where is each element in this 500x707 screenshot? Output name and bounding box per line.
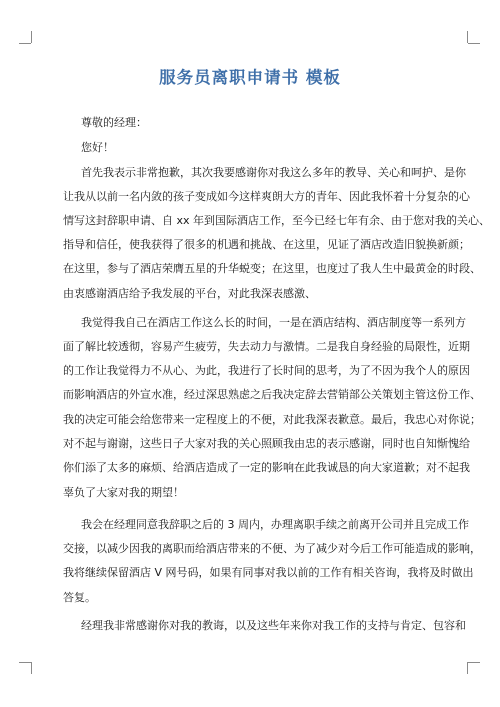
paragraph-2-line-2: 面了解比较透彻，容易产生疲劳，失去动力与激情。二是我自身经验的局限性，近期 [63,340,470,353]
paragraph-1-line-3: 情写这封辞职申请、自 xx 年到国际酒店工作，至今已经七年有余、由于您对我的关心、 [63,214,491,227]
paragraph-1-line-5: 在这里，参与了酒店荣膺五星的升华蜕变；在这里，也度过了我人生中最黄金的时段、 [63,262,481,275]
paragraph-2-line-1: 我觉得我自己在酒店工作这么长的时间，一是在酒店结构、酒店制度等一系列方 [81,316,466,329]
paragraph-1-line-4: 指导和信任，使我获得了很多的机遇和挑战、在这里，见证了酒店改造旧貌换新颜； [63,238,470,251]
paragraph-1-line-1: 首先我表示非常抱歉，其次我要感谢你对我这么多年的教导、关心和呵护、是你 [81,166,466,179]
greeting: 您好！ [81,141,114,154]
paragraph-3-line-3: 我将继续保留酒店 V 网号码，如果有同事对我以前的工作有相关咨询，我将及时做出 [63,566,474,579]
paragraph-4-line-1: 经理我非常感谢你对我的教诲，以及这些年来你对我工作的支持与肯定、包容和 [81,619,466,632]
paragraph-3-line-1: 我会在经理同意我辞职之后的 3 周内，办理离职手续之前离开公司并且完成工作 [81,518,469,531]
salutation: 尊敬的经理： [81,116,147,129]
paragraph-2-line-6: 对不起与谢谢，这些日子大家对我的关心照顾我由忠的表示感谢，同时也自知惭愧给 [63,437,470,450]
paragraph-2-line-8: 辜负了大家对我的期望！ [63,486,184,499]
paragraph-1-line-6: 由衷感谢酒店给予我发展的平台，对此我深表感激、 [63,287,316,300]
paragraph-1-line-2: 让我从以前一名内敛的孩子变成如今这样爽朗大方的青年、因此我怀着十分复杂的心 [63,190,470,203]
paragraph-2-line-4: 而影响酒店的外宣水准，经过深思熟虑之后我决定辞去营销部公关策划主管这份工作、 [63,388,481,401]
paragraph-2-line-7: 你们添了太多的麻烦、给酒店造成了一定的影响在此我诚恳的向大家道歉；对不起我 [63,461,470,474]
paragraph-3-line-4: 答复。 [63,591,96,604]
paragraph-2-line-3: 的工作让我觉得力不从心、为此，我进行了长时间的思考，为了不因为我个人的原因 [63,364,470,377]
document-title: 服务员离职申请书 模板 [159,68,341,87]
paragraph-2-line-5: 我的决定可能会给您带来一定程度上的不便，对此我深表歉意。最后，我忠心对你说； [63,413,481,426]
paragraph-3-line-2: 交接，以减少因我的离职而给酒店带来的不便、为了减少对今后工作可能造成的影响， [63,542,481,555]
